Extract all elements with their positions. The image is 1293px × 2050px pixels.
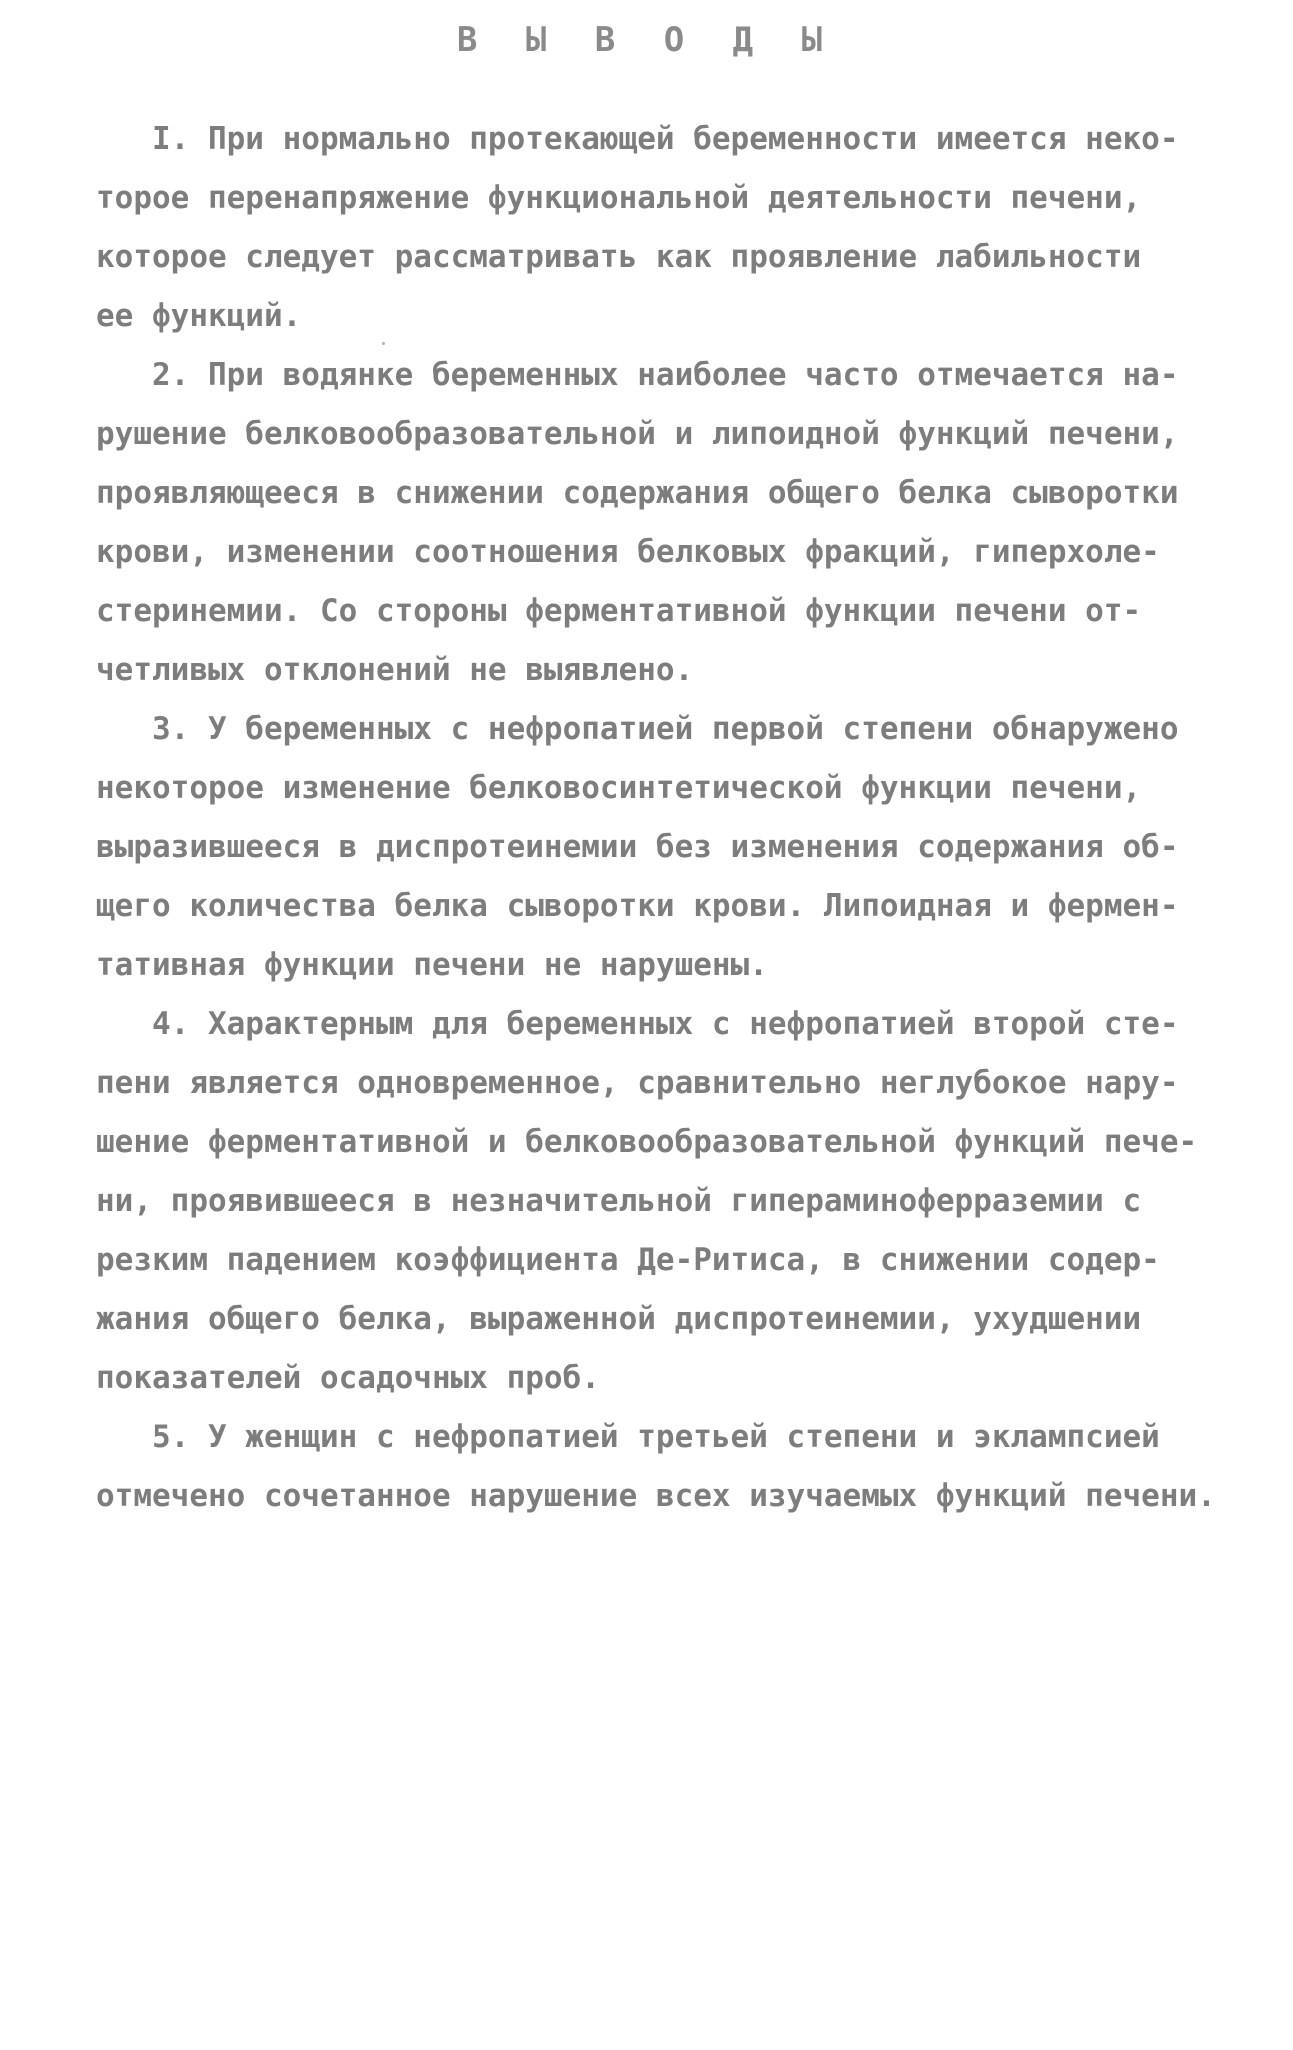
text-line: ни, проявившееся в незначительной гипераминоферраземии с (96, 1183, 1142, 1219)
conclusion-item-1 (96, 110, 1186, 346)
text-line: торое перенапряжение функциональной деятельности печени, (96, 180, 1142, 216)
conclusions-list (96, 110, 1216, 1526)
text-line: ее функций. (96, 298, 302, 334)
ink-speck (382, 342, 385, 345)
text-line: пени является одновременное, сравнительно неглубокое нару- (96, 1065, 1179, 1101)
text-line: щего количества белка сыворотки крови. Липоидная и фермен- (96, 888, 1179, 924)
text-line: крови, изменении соотношения белковых фракций, гиперхоле- (96, 534, 1160, 570)
text-line: шение ферментативной и белковообразовательной функций пече- (96, 1124, 1198, 1160)
text-line: 4. Характерным для беременных с нефропатией второй сте- (96, 1006, 1179, 1042)
conclusion-item-5 (96, 1408, 1216, 1526)
text-line: показателей осадочных проб. (96, 1360, 600, 1396)
text-line: 3. У беременных с нефропатией первой степени обнаружено (96, 711, 1179, 747)
text-line: проявляющееся в снижении содержания общего белка сыворотки (96, 475, 1179, 511)
text-line: четливых отклонений не выявлено. (96, 652, 694, 688)
text-line: резким падением коэффициента Де-Ритиса, в снижении содер- (96, 1242, 1160, 1278)
page-title: В Ы В О Д Ы (456, 20, 837, 60)
text-line: стеринемии. Со стороны ферментативной функции печени от- (96, 593, 1142, 629)
text-line: жания общего белка, выраженной диспротеинемии, ухудшении (96, 1301, 1142, 1337)
text-line: отмечено сочетанное нарушение всех изучаемых функций печени. (96, 1478, 1216, 1514)
text-line: 5. У женщин с нефропатией третьей степени и эклампсией (96, 1419, 1160, 1455)
text-line: которое следует рассматривать как проявление лабильности (96, 239, 1142, 275)
text-line: I. При нормально протекающей беременности имеется неко- (96, 121, 1179, 157)
text-line: 2. При водянке беременных наиболее часто отмечается на- (96, 357, 1179, 393)
conclusion-item-2 (96, 346, 1186, 700)
conclusion-item-4 (96, 995, 1198, 1408)
text-line: тативная функции печени не нарушены. (96, 947, 768, 983)
conclusion-item-3 (96, 700, 1186, 995)
text-line: рушение белковообразовательной и липоидной функций печени, (96, 416, 1179, 452)
text-line: некоторое изменение белковосинтетической функции печени, (96, 770, 1142, 806)
text-line: выразившееся в диспротеинемии без изменения содержания об- (96, 829, 1179, 865)
